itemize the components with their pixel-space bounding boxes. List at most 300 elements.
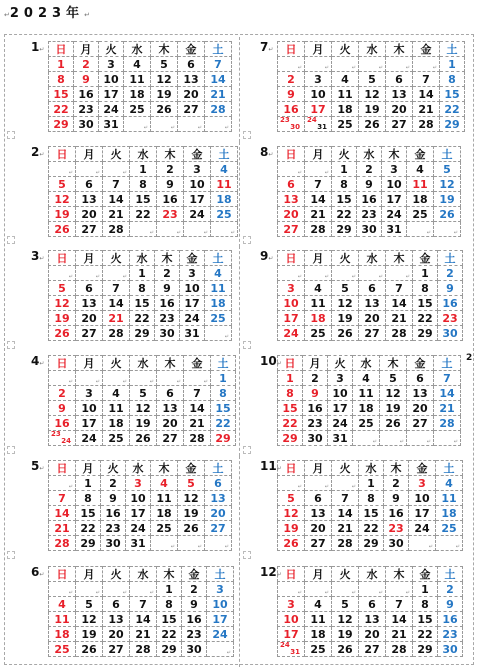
weekday-header-row (49, 567, 234, 582)
day-cell (76, 521, 101, 536)
day-cell (126, 491, 151, 506)
day-number: 11 (156, 491, 172, 505)
weekday-header (409, 461, 436, 476)
day-number: 1 (138, 266, 146, 280)
day-number: 9 (311, 386, 319, 400)
week-row (278, 476, 463, 491)
day-cell (440, 72, 465, 87)
day-cell (99, 87, 124, 102)
day-number: 1 (421, 266, 429, 280)
day-cell (278, 311, 305, 326)
day-number: 28 (310, 222, 326, 236)
week-row (278, 177, 461, 192)
day-cell (74, 87, 99, 102)
week-row (49, 177, 238, 192)
empty-day-cell: ↵ (76, 582, 103, 597)
day-cell (303, 386, 328, 401)
day-cell (49, 416, 76, 431)
weekday-header-row (278, 567, 463, 582)
month-grid (48, 41, 232, 132)
day-number: 9 (446, 597, 454, 611)
break-marker-icon (7, 341, 15, 349)
day-cell (211, 207, 238, 222)
day-number: 7 (395, 597, 403, 611)
day-number: 9 (58, 401, 66, 415)
day-cell (303, 371, 328, 386)
day-number: 12 (337, 296, 353, 310)
day-cell (332, 326, 359, 341)
weekday-header-row (49, 461, 232, 476)
month-number: 4 (31, 354, 40, 368)
weekday-header (151, 42, 178, 57)
month-block (239, 456, 474, 561)
day-cell (205, 521, 232, 536)
weekday-label: 土 (444, 567, 456, 581)
day-number: 14 (54, 506, 70, 520)
empty-day-cell: ↵ (103, 266, 130, 281)
empty-day-cell: ↵ (151, 536, 178, 551)
day-number: 9 (446, 281, 454, 295)
day-cell (434, 401, 461, 416)
weekday-header (359, 567, 386, 582)
weekday-label: 金 (185, 42, 197, 56)
day-number: 5 (368, 72, 376, 86)
day-number: 23 (307, 416, 323, 430)
weekday-label: 土 (441, 356, 453, 370)
weekday-header (211, 147, 238, 162)
day-cell (407, 207, 434, 222)
day-cell (151, 491, 178, 506)
empty-day-cell: ↵ (386, 582, 413, 597)
day-cell (278, 431, 303, 446)
day-number: 17 (310, 102, 326, 116)
weekday-header (205, 251, 232, 266)
day-number: 14 (391, 296, 407, 310)
day-number: 28 (391, 642, 407, 656)
day-cell (103, 311, 130, 326)
day-cell (178, 506, 205, 521)
day-number: 2 (190, 582, 198, 596)
day-number: 13 (310, 506, 326, 520)
week-row (49, 207, 238, 222)
day-cell (305, 612, 332, 627)
day-cell (99, 102, 124, 117)
section-break (7, 340, 473, 350)
day-cell (151, 102, 178, 117)
week-row (49, 476, 232, 491)
day-number: 28 (439, 416, 455, 430)
day-number: 18 (310, 627, 326, 641)
day-number: 16 (283, 102, 299, 116)
weekday-header (305, 42, 332, 57)
weekday-label: 木 (387, 356, 399, 370)
day-cell (434, 162, 461, 177)
weekday-header (380, 356, 407, 371)
weekday-header (382, 147, 407, 162)
week-row (49, 627, 234, 642)
day-cell (49, 386, 76, 401)
day-cell (76, 506, 101, 521)
day-cell (211, 371, 236, 386)
day-number: 17 (212, 612, 228, 626)
day-cell (305, 281, 332, 296)
day-cell (305, 521, 332, 536)
day-cell (74, 72, 99, 87)
day-cell (103, 627, 130, 642)
paragraph-mark-icon: ↵ (268, 151, 274, 158)
day-cell (278, 102, 305, 117)
day-number: 9 (82, 72, 90, 86)
paragraph-mark-icon: ↵ (39, 151, 45, 158)
day-number: 25 (337, 117, 353, 131)
day-cell (205, 72, 232, 87)
day-cell (205, 281, 232, 296)
day-cell (207, 597, 234, 612)
month-label (260, 145, 273, 162)
day-number: 9 (166, 177, 174, 191)
weekday-header-row (49, 356, 236, 371)
empty-day-cell: ↵ (305, 162, 332, 177)
day-number: 11 (108, 401, 124, 415)
weekday-header (49, 251, 76, 266)
day-cell (407, 192, 434, 207)
day-cell (438, 627, 463, 642)
day-cell (76, 386, 103, 401)
weekday-header (101, 461, 126, 476)
day-number: 12 (81, 612, 97, 626)
day-number: 17 (414, 506, 430, 520)
day-number: 14 (391, 612, 407, 626)
day-number: 21 (135, 627, 151, 641)
weekday-header (332, 567, 359, 582)
week-row (49, 296, 232, 311)
day-cell (407, 401, 434, 416)
empty-day-cell: ↵ (332, 266, 359, 281)
day-cell (49, 102, 74, 117)
day-number: 6 (214, 476, 222, 490)
day-number: 27 (391, 117, 407, 131)
day-cell (305, 491, 332, 506)
day-cell (130, 311, 155, 326)
day-number: 20 (364, 311, 380, 325)
weekday-label: 月 (83, 147, 95, 161)
day-cell (205, 102, 232, 117)
day-cell (178, 57, 205, 72)
day-cell (155, 311, 180, 326)
day-cell (407, 386, 434, 401)
weekday-label: 水 (131, 42, 143, 56)
day-cell (76, 431, 103, 446)
day-cell (413, 326, 438, 341)
month-grid (277, 460, 463, 551)
day-cell (413, 627, 438, 642)
day-cell (436, 491, 463, 506)
weekday-label: 金 (414, 356, 426, 370)
empty-day-cell: ↵ (184, 371, 211, 386)
day-number: 26 (364, 117, 380, 131)
weekday-label: 土 (212, 461, 224, 475)
day-cell (413, 597, 438, 612)
day-number: 20 (81, 311, 97, 325)
day-number: 10 (103, 72, 119, 86)
day-number: 29 (417, 642, 433, 656)
day-cell (103, 386, 130, 401)
day-number: 19 (337, 311, 353, 325)
weekday-header (76, 147, 103, 162)
day-number: 18 (412, 192, 428, 206)
weekday-label: 月 (312, 42, 324, 56)
day-number: 23 (442, 627, 458, 641)
day-cell (211, 177, 238, 192)
day-number: 21 (108, 207, 124, 221)
day-cell (205, 296, 232, 311)
weekday-label: 水 (366, 567, 378, 581)
day-number: 19 (81, 627, 97, 641)
day-cell (130, 266, 155, 281)
day-number: 29 (444, 117, 460, 131)
day-number: 8 (340, 177, 348, 191)
day-number: 17 (81, 416, 97, 430)
weekday-header (359, 42, 386, 57)
weekday-header (49, 356, 76, 371)
month-label (260, 249, 273, 266)
weekday-header-row (278, 42, 465, 57)
day-number: 18 (156, 506, 172, 520)
day-number: 26 (183, 521, 199, 535)
day-cell (278, 371, 303, 386)
day-cell (49, 296, 76, 311)
day-number: 28 (418, 117, 434, 131)
day-cell (359, 296, 386, 311)
empty-day-cell: ↵ (130, 582, 157, 597)
day-number: 13 (283, 192, 299, 206)
day-cell (353, 401, 380, 416)
day-cell (278, 296, 305, 311)
day-cell (49, 491, 76, 506)
weekday-header (359, 251, 386, 266)
day-number: 7 (214, 57, 222, 71)
day-cell (434, 371, 461, 386)
day-number: 7 (341, 491, 349, 505)
day-cell (386, 597, 413, 612)
day-number: 24 (103, 102, 119, 116)
day-number: 2 (392, 476, 400, 490)
weekday-label: 土 (212, 251, 224, 265)
month-block (239, 37, 474, 142)
day-cell (278, 326, 305, 341)
day-number: 4 (314, 281, 322, 295)
paragraph-mark-icon: ↵ (276, 465, 282, 472)
month-grid (48, 250, 232, 341)
day-cell (380, 401, 407, 416)
weekday-header (407, 147, 434, 162)
day-cell (76, 326, 103, 341)
weekday-header (211, 356, 236, 371)
weekday-label: 土 (217, 356, 229, 370)
weekday-label: 日 (56, 567, 68, 581)
day-number: 9 (109, 491, 117, 505)
day-cell (157, 207, 184, 222)
day-number: 5 (85, 597, 93, 611)
day-cell (101, 476, 126, 491)
day-number: 16 (162, 192, 178, 206)
day-cell (278, 281, 305, 296)
day-cell (178, 102, 205, 117)
day-number: 1 (219, 371, 227, 385)
day-cell (207, 627, 234, 642)
day-cell (103, 192, 130, 207)
weekday-label: 月 (80, 42, 92, 56)
week-row (278, 87, 465, 102)
day-number: 21 (210, 87, 226, 101)
paragraph-mark-icon: ↵ (268, 255, 274, 262)
weekday-label: 日 (284, 356, 296, 370)
month-grid (277, 355, 461, 446)
day-number: 8 (421, 281, 429, 295)
day-number: 26 (54, 326, 70, 340)
day-number: 18 (129, 87, 145, 101)
weekday-label: 水 (360, 356, 372, 370)
empty-day-cell: ↵ (332, 476, 359, 491)
empty-day-cell: ↵ (157, 222, 184, 237)
day-cell (49, 281, 76, 296)
day-number: 19 (54, 207, 70, 221)
day-cell (332, 506, 359, 521)
day-number: 24 (332, 416, 348, 430)
day-number: 2 (163, 266, 171, 280)
day-number: 22 (444, 102, 460, 116)
month-block (5, 37, 240, 142)
day-cell (157, 416, 184, 431)
day-number: 8 (286, 386, 294, 400)
day-cell (103, 401, 130, 416)
weekday-label: 火 (110, 251, 122, 265)
weekday-label: 水 (366, 251, 378, 265)
day-cell (386, 102, 413, 117)
break-marker-icon (7, 131, 15, 139)
day-cell (103, 296, 130, 311)
day-number: 15 (417, 612, 433, 626)
week-row (278, 491, 463, 506)
day-number: 16 (442, 612, 458, 626)
empty-day-cell: ↵ (278, 162, 305, 177)
day-number: 3 (390, 162, 398, 176)
empty-day-cell: ↵ (278, 582, 305, 597)
day-number: 27 (364, 326, 380, 340)
day-number: 4 (341, 72, 349, 86)
day-cell (440, 57, 465, 72)
day-number: 26 (54, 222, 70, 236)
day-number: 21 (108, 311, 124, 325)
day-number: 11 (310, 296, 326, 310)
weekday-header (157, 567, 182, 582)
day-cell (76, 296, 103, 311)
day-number: 10 (332, 386, 348, 400)
week-row (49, 612, 234, 627)
day-number: 19 (183, 506, 199, 520)
day-cell (332, 162, 357, 177)
day-cell (130, 386, 157, 401)
weekday-label: 火 (338, 147, 350, 161)
day-cell (49, 521, 76, 536)
week-row (278, 416, 461, 431)
month-label (31, 354, 44, 371)
month-number: 10 (260, 354, 277, 368)
day-cell (434, 386, 461, 401)
double-date-cell (278, 642, 305, 657)
day-cell (278, 386, 303, 401)
day-number: 5 (58, 177, 66, 191)
day-number: 30 (186, 642, 202, 656)
day-number: 15 (363, 506, 379, 520)
day-number: 14 (439, 386, 455, 400)
day-cell (407, 162, 434, 177)
week-row (278, 57, 465, 72)
day-number-top: 24 (307, 116, 317, 124)
day-number-bottom: 24 (61, 437, 71, 445)
day-cell (184, 207, 211, 222)
day-number: 12 (385, 386, 401, 400)
weekday-label: 月 (83, 356, 95, 370)
week-row (278, 597, 463, 612)
day-cell (157, 162, 184, 177)
empty-day-cell: ↵ (184, 222, 211, 237)
day-number: 25 (310, 326, 326, 340)
month-label (31, 565, 44, 582)
day-cell (49, 506, 76, 521)
day-number: 25 (54, 642, 70, 656)
break-marker-icon (243, 236, 251, 244)
day-number: 14 (108, 192, 124, 206)
empty-day-cell: ↵ (413, 57, 440, 72)
weekday-header (130, 356, 157, 371)
day-cell (380, 386, 407, 401)
day-number: 10 (189, 177, 205, 191)
weekday-label: 火 (110, 147, 122, 161)
day-cell (332, 102, 359, 117)
day-cell (205, 266, 232, 281)
day-number: 29 (363, 536, 379, 550)
day-number: 10 (414, 491, 430, 505)
weekday-header (155, 251, 180, 266)
month-block (239, 562, 474, 667)
month-block (5, 246, 240, 351)
month-label (31, 40, 44, 57)
break-marker-icon (7, 446, 15, 454)
day-number: 30 (361, 222, 377, 236)
day-number: 15 (135, 192, 151, 206)
day-number: 13 (162, 401, 178, 415)
month-grid (277, 250, 463, 341)
day-cell (438, 311, 463, 326)
weekday-header (413, 567, 438, 582)
weekday-header (305, 567, 332, 582)
weekday-label: 火 (339, 251, 351, 265)
day-cell (332, 521, 359, 536)
day-cell (359, 612, 386, 627)
weekday-header (151, 461, 178, 476)
day-number: 3 (314, 72, 322, 86)
day-number: 14 (337, 506, 353, 520)
day-number: 10 (184, 281, 200, 295)
weekday-label: 火 (107, 461, 119, 475)
day-number: 25 (108, 431, 124, 445)
day-number-top: 24 (280, 641, 290, 649)
weekday-header (157, 147, 184, 162)
day-number: 4 (220, 162, 228, 176)
week-row (49, 506, 232, 521)
day-number: 11 (310, 612, 326, 626)
